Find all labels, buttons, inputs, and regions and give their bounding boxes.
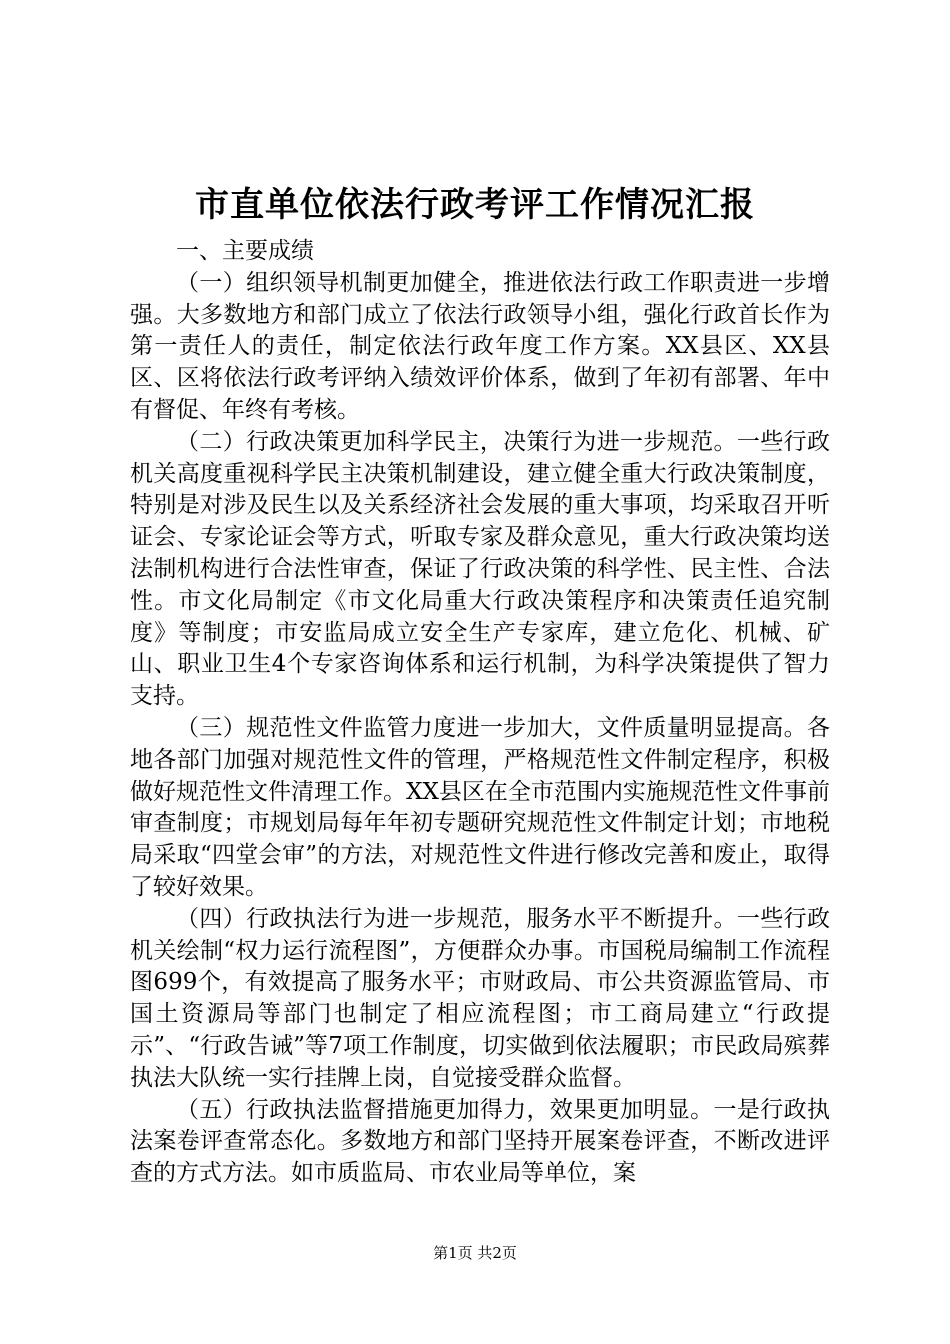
page-footer: 第1页 共2页	[433, 1244, 517, 1262]
paragraph-5: （五）行政执法监督措施更加得力，效果更加明显。一是行政执法案卷评查常态化。多数地方和部门坚持开展案卷评查，不断改进评查的方式方法。如市质监局、市农业局等单位，案	[130, 1096, 830, 1187]
document-body	[130, 236, 830, 1190]
document-title: 市直单位依法行政考评工作情况汇报	[195, 185, 755, 225]
paragraph-3: （三）规范性文件监管力度进一步加大，文件质量明显提高。各地各部门加强对规范性文件的管理，严格规范性文件制定程序，积极做好规范性文件清理工作。XX县区在全市范围内实施规范性文件事前审查制度；市规划局每年年初专题研究规范性文件制定计划；市地税局采取“四堂会审”的方法，对规范性文件进行修改完善和废止，取得了较好效果。	[130, 714, 830, 900]
paragraph-1: （一）组织领导机制更加健全，推进依法行政工作职责进一步增强。大多数地方和部门成立了依法行政领导小组，强化行政首长作为第一责任人的责任，制定依法行政年度工作方案。XX县区、XX县区、区将依法行政考评纳入绩效评价体系，做到了年初有部署、年中有督促、年终有考核。	[130, 269, 830, 423]
paragraph-4: （四）行政执法行为进一步规范，服务水平不断提升。一些行政机关绘制“权力运行流程图”，方便群众办事。市国税局编制工作流程图699个，有效提高了服务水平；市财政局、市公共资源监管局、市国土资源局等部门也制定了相应流程图；市工商局建立“行政提示”、“行政告诫”等7项工作制度，切实做到依法履职；市民政局殡葬执法大队统一实行挂牌上岗，自觉接受群众监督。	[130, 905, 830, 1091]
paragraph-2: （二）行政决策更加科学民主，决策行为进一步规范。一些行政机关高度重视科学民主决策机制建设，建立健全重大行政决策制度，特别是对涉及民生以及关系经济社会发展的重大事项，均采取召开听证会、专家论证会等方式，听取专家及群众意见，重大行政决策均送法制机构进行合法性审查，保证了行政决策的科学性、民主性、合法性。市文化局制定《市文化局重大行政决策程序和决策责任追究制度》等制度；市安监局成立安全生产专家库，建立危化、机械、矿山、职业卫生4个专家咨询体系和运行机制，为科学决策提供了智力支持。	[130, 428, 830, 710]
section-heading: 一、主要成绩	[176, 238, 314, 264]
